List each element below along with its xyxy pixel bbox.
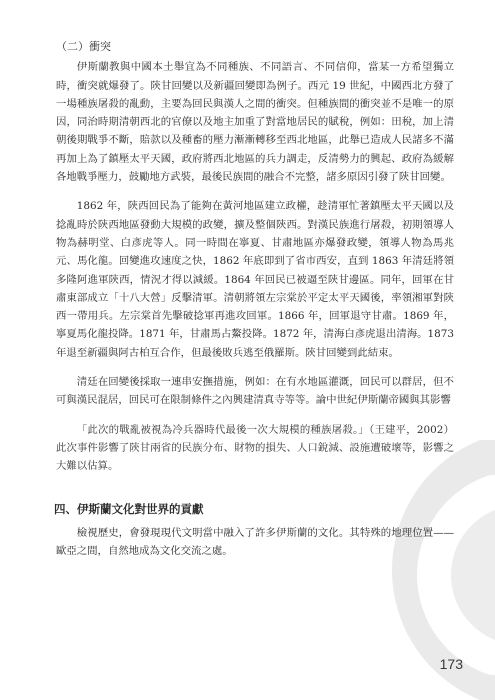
section-heading: 四、伊斯蘭文化對世界的貢獻	[54, 501, 204, 516]
paragraph-aftermath: 清廷在回變後採取一連串安撫措施，例如：在有水地區灌溉，回民可以群居，但不可與漢民混居，回民可在限制條件之內興建清真寺等等。論中世紀伊斯蘭帝國與其影響	[56, 376, 454, 407]
paragraph-events: 1862 年，陝西回民為了能夠在黃河地區建立政權，趁清軍忙著鎮壓太平天國以及捻亂時於陝西地區發動大規模的政變，擴及整個陝西。對漢民族進行屠殺，初期領導人物為赫明堂、白彥虎等人。同一時間在寧夏、甘肅地區亦爆發政變，領導人物為馬兆元、馬化龍。回變進攻速度之快，1862 年底即到了省市西安，直到 1863 年清廷將領多隆阿進軍陝西，情況才得以減緩。1864 年回民已被逼至陝甘邊區。同年，回軍在甘肅東部成立「十八大營」反擊清軍。清朝將領左宗棠於平定太平天國後，率領湘軍對陝西一帶用兵。左宗棠首先擊破捻軍再進攻回軍。1866 年，回軍退守甘肅。1869 年，寧夏馬化龍投降。1871 年，甘肅馬占鰲投降。1872 年，清海白彥虎退出清海。1873 年退至新疆與阿古柏互合作，但最後敗兵逃至俄羅斯。陝甘回變到此結束。	[56, 200, 454, 359]
paragraph-background: 伊斯蘭教與中國本土舉宜為不同種族、不同語言、不同信仰，當某一方希望獨立時，衝突就爆發了。陝甘回變以及新疆回變即為例子。西元 19 世紀，中國西北方發了一場種族屠殺的亂動，主要為回民與漢人之間的衝突。但種族間的衝突並不是唯一的原因，同治時期清朝西北的官僚以及地主加重了對當地居民的賦稅，例如：田稅，加上清朝後期戰爭不斷，賠款以及種畜的壓力漸漸轉移至西北地區，此舉已造成人民諸多不滿再加上為了鎮壓太平天國，政府將西北地區的兵力調走，反清勢力的興起、政府為緩解各地戰爭壓力，鼓勵地方武裝，最後民族間的融合不完整，諸多原因引發了陝甘回變。	[56, 61, 454, 184]
document-body	[56, 38, 454, 571]
quote-paragraph: 「此次的戰亂被視為冷兵器時代最後一次大規模的種族屠殺。」（王建平，2002）此次事件影響了陝甘兩省的民族分布、財物的損失、人口銳減、設施遭破壞等，影響之大難以估算。	[56, 423, 454, 473]
section-paragraph: 檢視歷史，會發現現代文明當中融入了許多伊斯蘭的文化。其特殊的地理位置——歐亞之間，自然地成為文化交流之處。	[56, 526, 454, 558]
page-number: 173	[439, 656, 463, 672]
subsection-heading: （二）衝突	[56, 40, 111, 53]
